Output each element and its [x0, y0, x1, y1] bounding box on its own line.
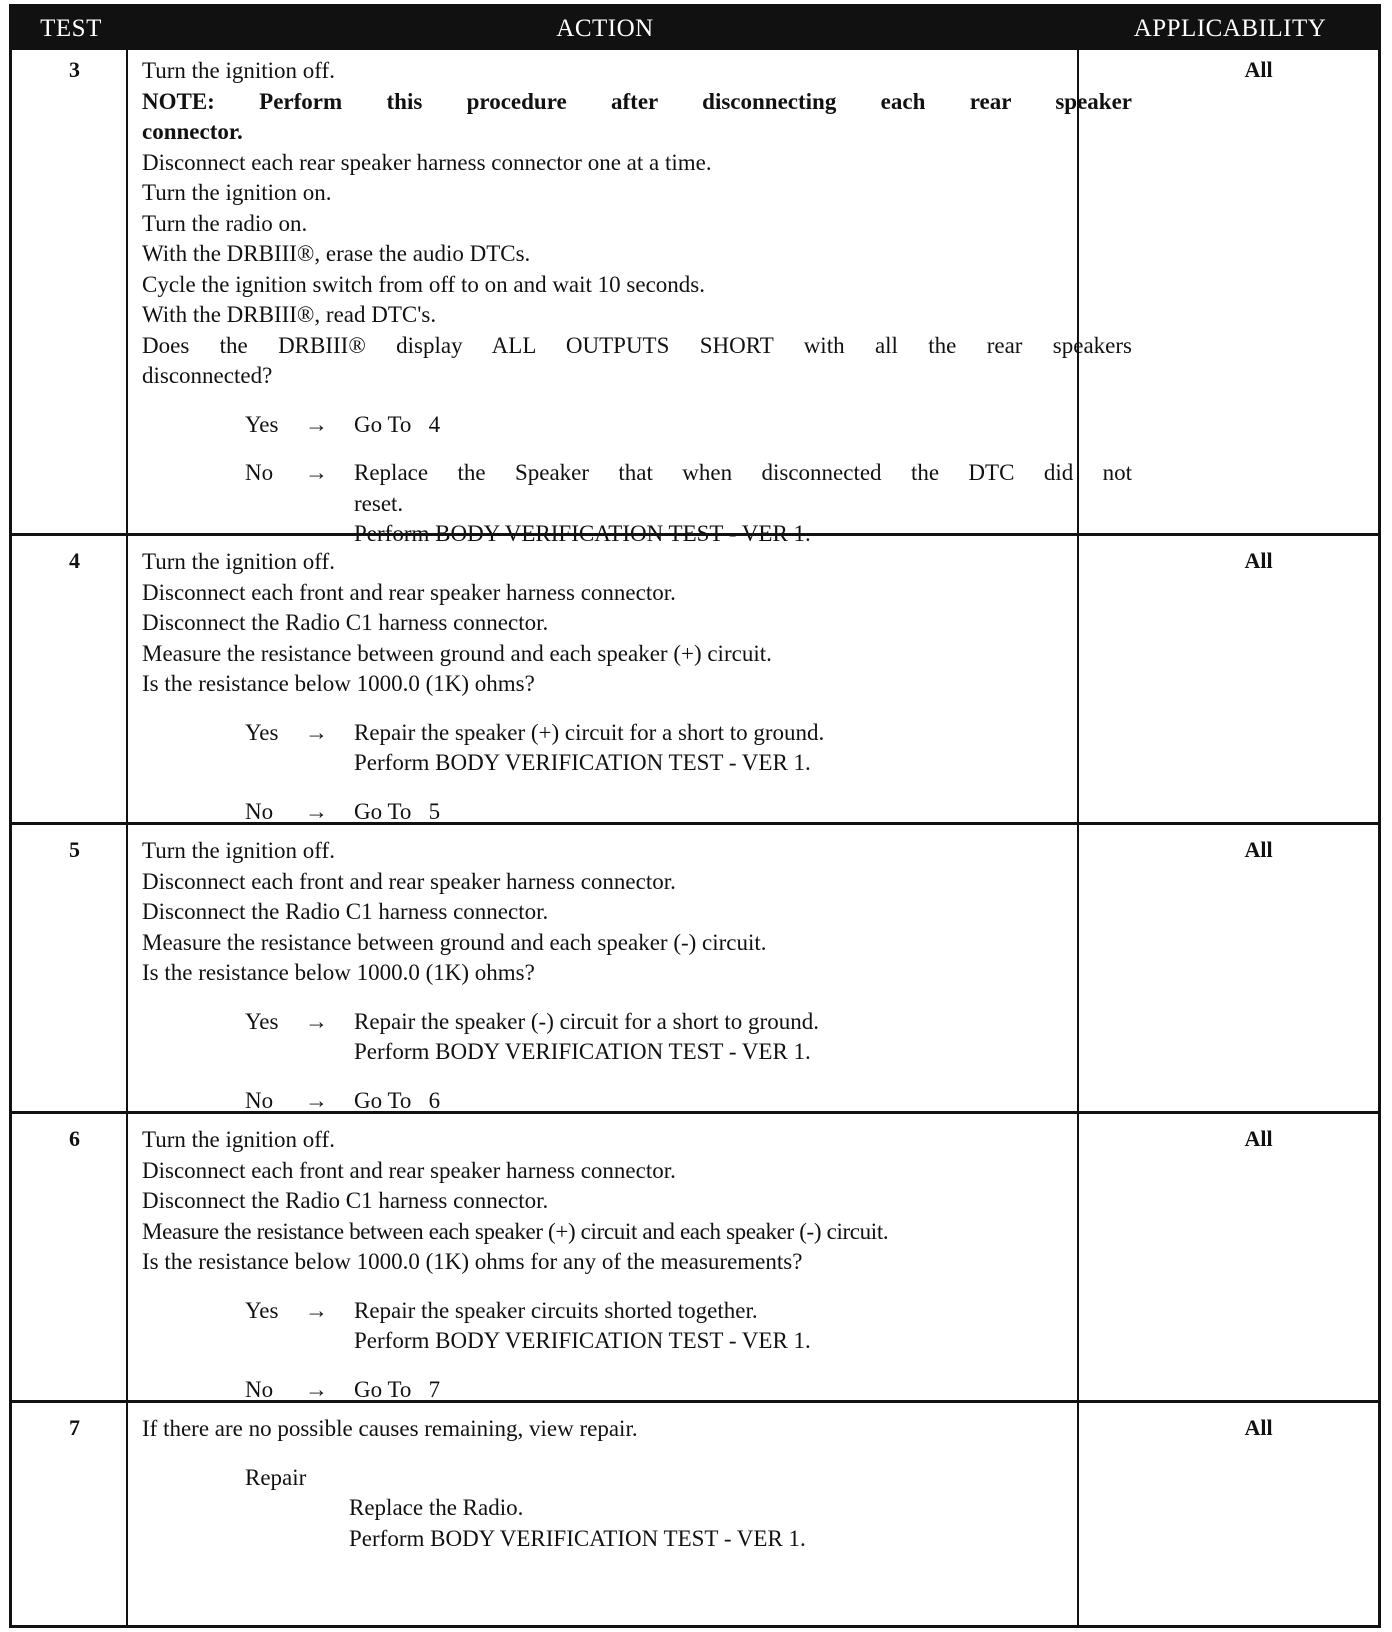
repair-label: Repair: [245, 1464, 307, 1490]
applicability-value: All: [1244, 57, 1273, 82]
action-cell: [142, 547, 1132, 827]
yes-result-line: Repair the speaker (+) circuit for a short to ground.: [354, 719, 825, 745]
yes-label: Yes: [245, 411, 279, 437]
yes-branch: [142, 1296, 1132, 1357]
header-action: ACTION: [556, 15, 654, 42]
no-result-line: reset.: [354, 490, 404, 516]
applicability-value: All: [1244, 548, 1273, 573]
repair-line: Perform BODY VERIFICATION TEST - VER 1.: [349, 1525, 806, 1551]
header-test: TEST: [40, 15, 102, 42]
arrow-icon: →: [305, 460, 328, 485]
action-line: Turn the ignition on.: [142, 180, 332, 205]
action-line: Disconnect the Radio C1 harness connector.: [142, 1188, 549, 1213]
repair-line: Replace the Radio.: [349, 1495, 524, 1520]
test-number: 6: [69, 1126, 80, 1151]
action-line: With the DRBIII®, erase the audio DTCs.: [142, 241, 531, 266]
action-line: Turn the ignition off.: [142, 549, 335, 574]
yes-result: Go To 4: [354, 411, 441, 437]
yes-result: [354, 1007, 1132, 1068]
arrow-icon: →: [305, 1008, 328, 1034]
yes-label: Yes: [245, 1297, 279, 1323]
no-label: No: [245, 798, 274, 824]
yes-result-line: Repair the speaker (-) circuit for a short to ground.: [354, 1008, 819, 1034]
applicability-value: All: [1244, 1126, 1273, 1151]
action-line: With the DRBIII®, read DTC's.: [142, 302, 437, 327]
note-line: connector.: [142, 119, 243, 144]
action-line: Turn the ignition off.: [142, 1127, 335, 1152]
no-label: No: [245, 460, 274, 485]
yes-label: Yes: [245, 719, 279, 745]
applicability-value: All: [1244, 1415, 1273, 1440]
yes-result-line: Repair the speaker circuits shorted together.: [354, 1297, 758, 1323]
action-line: Turn the ignition off.: [142, 58, 335, 83]
no-branch: [142, 1086, 1132, 1117]
note-line: NOTE: Perform this procedure after disconnecting each rear speaker: [142, 88, 1132, 114]
repair-steps: [349, 1493, 1132, 1554]
action-line: Turn the ignition off.: [142, 838, 335, 863]
no-result: [354, 458, 1132, 550]
header-applicability: APPLICABILITY: [1133, 15, 1327, 42]
action-line: Disconnect each front and rear speaker harness connector.: [142, 579, 676, 605]
test-number: 3: [69, 57, 80, 82]
no-label: No: [245, 1376, 274, 1402]
yes-result: [354, 718, 1132, 779]
action-cell: [142, 56, 1132, 550]
action-line: Turn the radio on.: [142, 210, 308, 236]
action-line: Measure the resistance between each speaker (+) circuit and each speaker (-) circuit.: [142, 1218, 889, 1244]
no-result: Go To 6: [354, 1087, 441, 1113]
test-number: 4: [69, 548, 80, 573]
yes-branch: [142, 1007, 1132, 1068]
test-number: 5: [69, 837, 80, 862]
action-line: disconnected?: [142, 363, 273, 388]
action-line: Is the resistance below 1000.0 (1K) ohms?: [142, 960, 535, 985]
arrow-icon: →: [305, 1087, 328, 1113]
action-line: Measure the resistance between ground and each speaker (+) circuit.: [142, 640, 772, 666]
action-line: Measure the resistance between ground and each speaker (-) circuit.: [142, 929, 767, 955]
applicability-value: All: [1244, 837, 1273, 862]
action-line: Disconnect each front and rear speaker harness connector.: [142, 868, 676, 894]
arrow-icon: →: [305, 798, 328, 824]
no-result: Go To 7: [354, 1376, 441, 1402]
arrow-icon: →: [305, 1297, 328, 1323]
action-line: Disconnect each rear speaker harness connector one at a time.: [142, 149, 712, 175]
action-cell: [142, 1414, 1132, 1554]
no-result: Go To 5: [354, 798, 441, 824]
no-branch: [142, 797, 1132, 828]
no-label: No: [245, 1087, 274, 1113]
yes-branch: [142, 410, 1132, 441]
test-number: 7: [69, 1415, 80, 1440]
yes-result: [354, 1296, 1132, 1357]
action-line: Is the resistance below 1000.0 (1K) ohms?: [142, 671, 535, 696]
no-result-line: Perform BODY VERIFICATION TEST - VER 1.: [354, 521, 811, 546]
action-line: Disconnect the Radio C1 harness connector.: [142, 610, 549, 635]
diagnostic-test-table: [9, 4, 1381, 1628]
action-line: If there are no possible causes remaining, view repair.: [142, 1416, 638, 1441]
action-line: Does the DRBIII® display ALL OUTPUTS SHORT with all the rear speakers: [142, 332, 1132, 358]
table-header: [12, 7, 1378, 50]
yes-result-line: Perform BODY VERIFICATION TEST - VER 1.: [354, 1328, 811, 1353]
no-branch: [142, 1375, 1132, 1406]
yes-branch: [142, 718, 1132, 779]
action-line: Cycle the ignition switch from off to on and wait 10 seconds.: [142, 271, 705, 297]
action-cell: [142, 1125, 1132, 1405]
yes-result-line: Perform BODY VERIFICATION TEST - VER 1.: [354, 750, 811, 775]
action-line: Is the resistance below 1000.0 (1K) ohms for any of the measurements?: [142, 1249, 803, 1274]
arrow-icon: →: [305, 719, 328, 745]
arrow-icon: →: [305, 411, 328, 437]
yes-label: Yes: [245, 1008, 279, 1034]
action-line: Disconnect each front and rear speaker harness connector.: [142, 1157, 676, 1183]
arrow-icon: →: [305, 1376, 328, 1402]
no-result-line: Replace the Speaker that when disconnected the DTC did not: [354, 460, 1132, 485]
no-branch: [142, 458, 1132, 550]
action-cell: [142, 836, 1132, 1116]
yes-result-line: Perform BODY VERIFICATION TEST - VER 1.: [354, 1039, 811, 1064]
action-line: Disconnect the Radio C1 harness connector.: [142, 899, 549, 924]
